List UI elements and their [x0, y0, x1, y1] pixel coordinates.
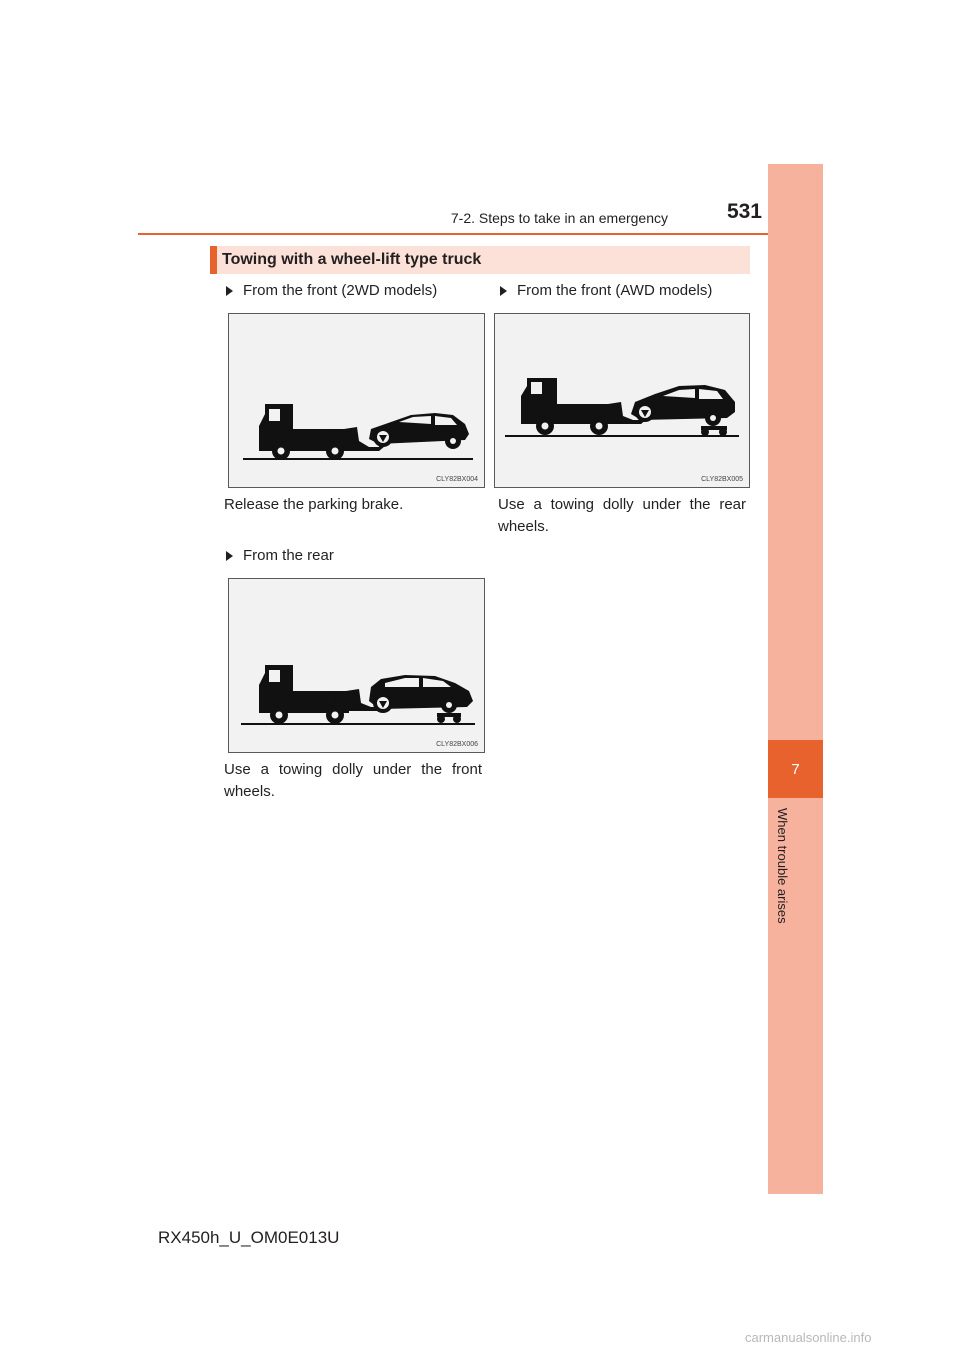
figure-code: CLY82BX004 — [436, 476, 478, 483]
chapter-title: When trouble arises — [775, 808, 790, 924]
item-label-text: From the front (AWD models) — [517, 282, 713, 299]
item-label-rear — [222, 547, 334, 564]
triangle-bullet-icon — [226, 286, 233, 296]
figure-front-2wd — [228, 313, 485, 488]
figure-rear — [228, 578, 485, 753]
model-code-footer: RX450h_U_OM0E013U — [158, 1228, 340, 1247]
tow-truck-illustration — [495, 314, 751, 489]
page-number: 531 — [726, 200, 762, 223]
item-label-front-2wd — [222, 282, 437, 299]
figure-code: CLY82BX005 — [701, 476, 743, 483]
triangle-bullet-icon — [226, 551, 233, 561]
section-title: Towing with a wheel-lift type truck — [222, 251, 482, 268]
triangle-bullet-icon — [500, 286, 507, 296]
watermark: carmanualsonline.info — [745, 1330, 872, 1345]
figure-code: CLY82BX006 — [436, 741, 478, 748]
header-rule — [138, 233, 823, 235]
running-header: 7-2. Steps to take in an emergency — [450, 210, 668, 226]
item-label-text: From the rear — [243, 547, 334, 564]
chapter-number-tab — [768, 740, 823, 798]
tow-truck-illustration — [229, 579, 486, 754]
figure-front-awd — [494, 313, 750, 488]
tow-truck-illustration — [229, 314, 486, 489]
item-label-text: From the front (2WD models) — [243, 282, 438, 299]
item-text-rear: Use a towing dolly under the front wheels. — [224, 761, 482, 800]
chapter-side-tab — [768, 164, 823, 1194]
item-text-front-2wd: Release the parking brake. — [224, 496, 404, 513]
chapter-number: 7 — [791, 760, 800, 778]
item-label-front-awd — [496, 282, 712, 299]
item-text-front-awd: Use a towing dolly under the rear wheels. — [498, 496, 746, 535]
